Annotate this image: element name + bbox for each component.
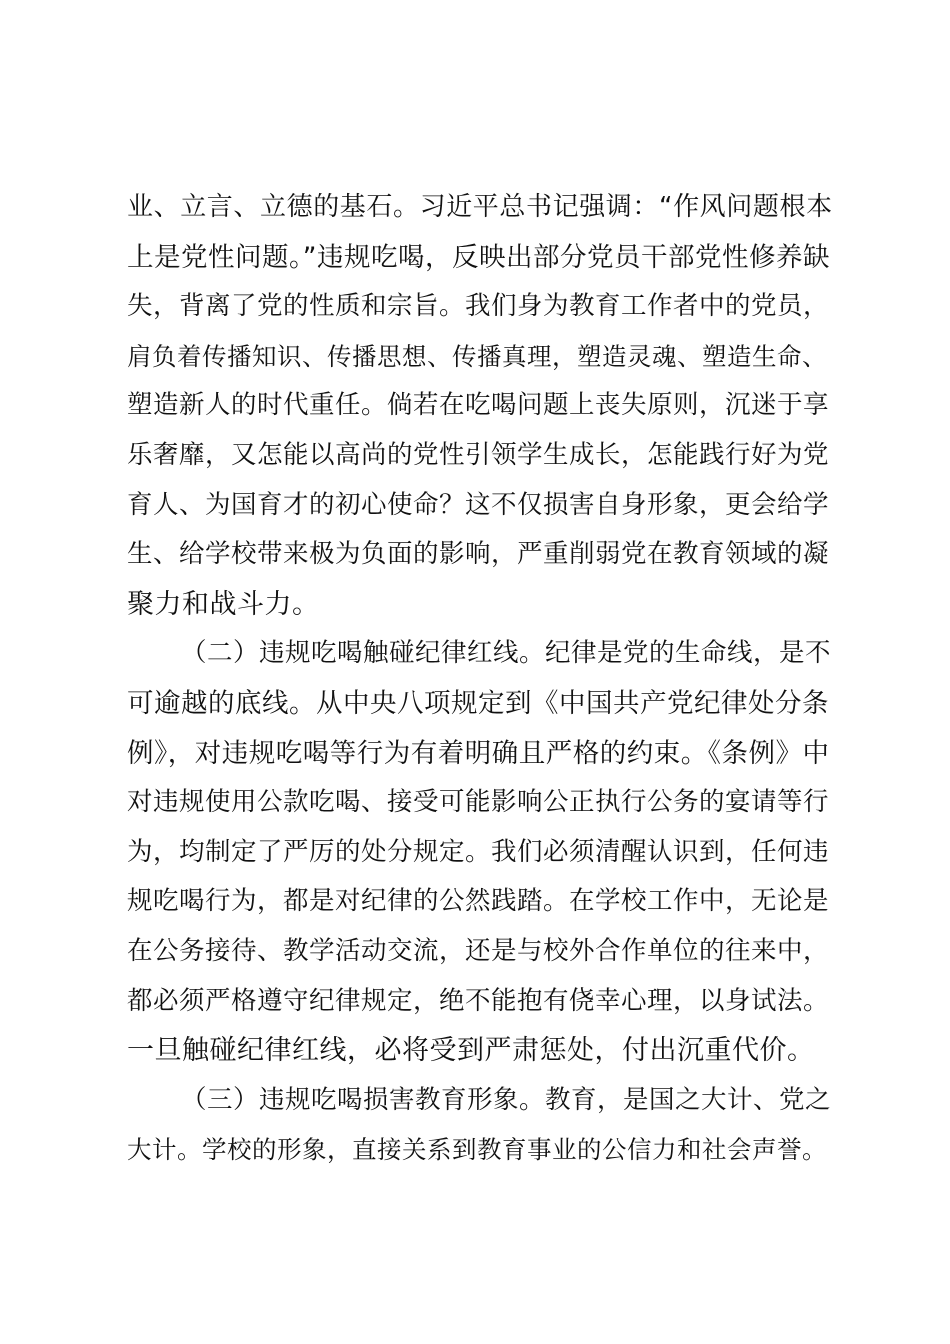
text-line: 聚力和战斗力。 [127,588,320,620]
text-line: 规吃喝行为，都是对纪律的公然践踏。在学校工作中，无论是 [127,886,830,917]
text-line: 业、立言、立德的基石。习近平总书记强调：“作风问题根本 [127,192,833,222]
text-line: 例》，对违规吃喝等行为有着明确且严格的约束。《条例》中 [127,737,830,769]
text-line: 都必须严格遵守纪律规定，绝不能抱有侥幸心理，以身试法。 [127,985,830,1016]
paragraph-start-line: （三）违规吃喝损害教育形象。教育，是国之大计、党之 [181,1084,832,1115]
text-line: 育人、为国育才的初心使命？这不仅损害自身形象，更会给学 [127,489,830,520]
text-line: 上是党性问题。”违规吃喝，反映出部分党员干部党性修养缺 [127,241,830,273]
text-line: 生、给学校带来极为负面的影响，严重削弱党在教育领域的凝 [127,539,830,570]
text-line: 可逾越的底线。从中央八项规定到《中国共产党纪律处分条 [127,687,829,719]
body-text [127,183,837,1175]
text-line: 乐奢靡，又怎能以高尚的党性引领学生成长，怎能践行好为党 [127,439,830,470]
text-line: 失，背离了党的性质和宗旨。我们身为教育工作者中的党员， [127,291,830,322]
text-line: 塑造新人的时代重任。倘若在吃喝问题上丧失原则，沉迷于享 [127,390,830,421]
text-line: 肩负着传播知识、传播思想、传播真理，塑造灵魂、塑造生命、 [127,341,827,371]
text-line: 一旦触碰纪律红线，必将受到严肃惩处，付出沉重代价。 [127,1035,815,1067]
paragraph-start-line: （二）违规吃喝触碰纪律红线。纪律是党的生命线，是不 [181,638,832,669]
text-line: 大计。学校的形象，直接关系到教育事业的公信力和社会声誉。 [127,1135,827,1165]
text-line: 在公务接待、教学活动交流，还是与校外合作单位的往来中， [127,935,830,966]
text-line: 对违规使用公款吃喝、接受可能影响公正执行公务的宴请等行 [127,787,830,818]
text-line: 为，均制定了严厉的处分规定。我们必须清醒认识到，任何违 [127,836,830,867]
